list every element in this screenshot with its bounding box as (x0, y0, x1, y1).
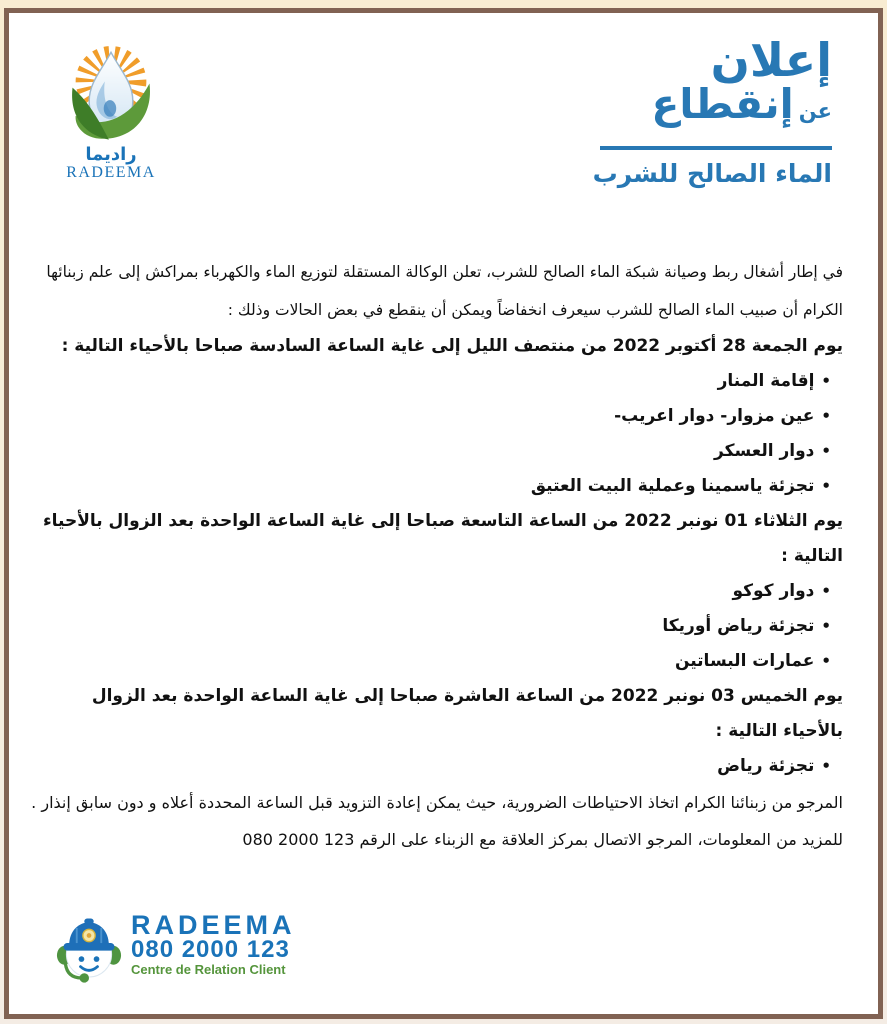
neighborhood-item (36, 399, 831, 434)
outage-section-friday (36, 329, 843, 504)
intro-line-1: في إطار أشغال ربط وصيانة شبكة الماء الصالح للشرب، تعلن الوكالة المستقلة لتوزيع الماء والكهرباء بمراكش إلى علم زبنائها (46, 263, 843, 281)
neighborhood-item (36, 644, 831, 679)
contact-info-line (36, 821, 843, 858)
title-line-about-outage (600, 82, 832, 135)
neighborhood-name: عمارات البساتين (674, 651, 815, 671)
radeema-emblem-icon (59, 44, 163, 148)
notice-body (31, 253, 843, 858)
mascot-eye-icon (94, 956, 100, 962)
radeema-logo (50, 44, 172, 182)
neighborhood-item (36, 574, 831, 609)
neighborhood-item (36, 469, 831, 504)
neighborhood-name: دوار كوكو (732, 581, 815, 601)
footer-caption: Centre de Relation Client (131, 961, 286, 977)
neighborhood-name: إقامة المنار (717, 371, 815, 391)
radeema-logo-arabic-name: راديما (85, 144, 137, 165)
radeema-logo-latin-name: RADEEMA (66, 164, 156, 181)
title-underline (600, 146, 832, 150)
mascot-eye-icon (79, 956, 85, 962)
title-subtitle-potable-water: الماء الصالح للشرب (592, 159, 832, 188)
contact-info-text: للمزيد من المعلومات، المرجو الاتصال بمركز العلاقة مع الزبناء على الرقم (359, 830, 843, 849)
footer-phone-number: 080 2000 123 (131, 935, 290, 963)
title-word-announcement: إعلان (710, 33, 832, 87)
precautions-line: المرجو من زبنائنا الكرام اتخاذ الاحتياطات الضرورية، حيث يمكن إعادة التزويد قبل الساعة المحددة أعلاه و دون سابق إنذار . (31, 793, 843, 812)
neighborhood-item (36, 434, 831, 469)
outage-section-thursday (36, 679, 843, 784)
call-center-text-block (131, 909, 296, 977)
intro-line-2: الكرام أن صبيب الماء الصالح للشرب سيعرف انخفاضاً ويمكن أن ينقطع في بعض الحالات وذلك : (227, 301, 843, 319)
footer-brand-name: RADEEMA (131, 909, 296, 940)
neighborhood-name: تجزئة رياض (717, 756, 815, 776)
outage-date-heading: يوم الخميس 03 نونبر 2022 من الساعة العاشرة صباحا إلى غاية الساعة الواحدة بعد الزوال بالأحياء التالية : (91, 686, 843, 741)
announcement-title-block (592, 33, 832, 188)
title-word-outage: إنقطاع (651, 80, 794, 128)
neighborhood-name: عين مزوار- دوار اعريب- (614, 406, 815, 426)
neighborhood-item (36, 364, 831, 399)
outage-section-tuesday (36, 504, 843, 679)
neighborhood-item (36, 609, 831, 644)
call-center-logo (56, 901, 296, 987)
neighborhood-name: تجزئة ياسمينا وعملية البيت العتيق (530, 476, 815, 496)
outage-date-heading: يوم الجمعة 28 أكتوبر 2022 من منتصف الليل إلى غاية الساعة السادسة صباحا بالأحياء التالية : (61, 336, 843, 356)
neighborhood-name: تجزئة رياض أوريكا (662, 616, 815, 636)
title-word-about: عن (798, 99, 832, 123)
microphone-icon (80, 973, 89, 982)
neighborhood-item (36, 749, 831, 784)
outage-date-heading: يوم الثلاثاء 01 نونبر 2022 من الساعة التاسعة صباحا إلى غاية الساعة الواحدة بعد الزوال بالأحياء التالية : (42, 511, 843, 566)
neighborhood-name: دوار العسكر (714, 441, 815, 461)
call-center-mascot-icon (56, 901, 122, 987)
hotline-number: 080 2000 123 (242, 830, 355, 849)
